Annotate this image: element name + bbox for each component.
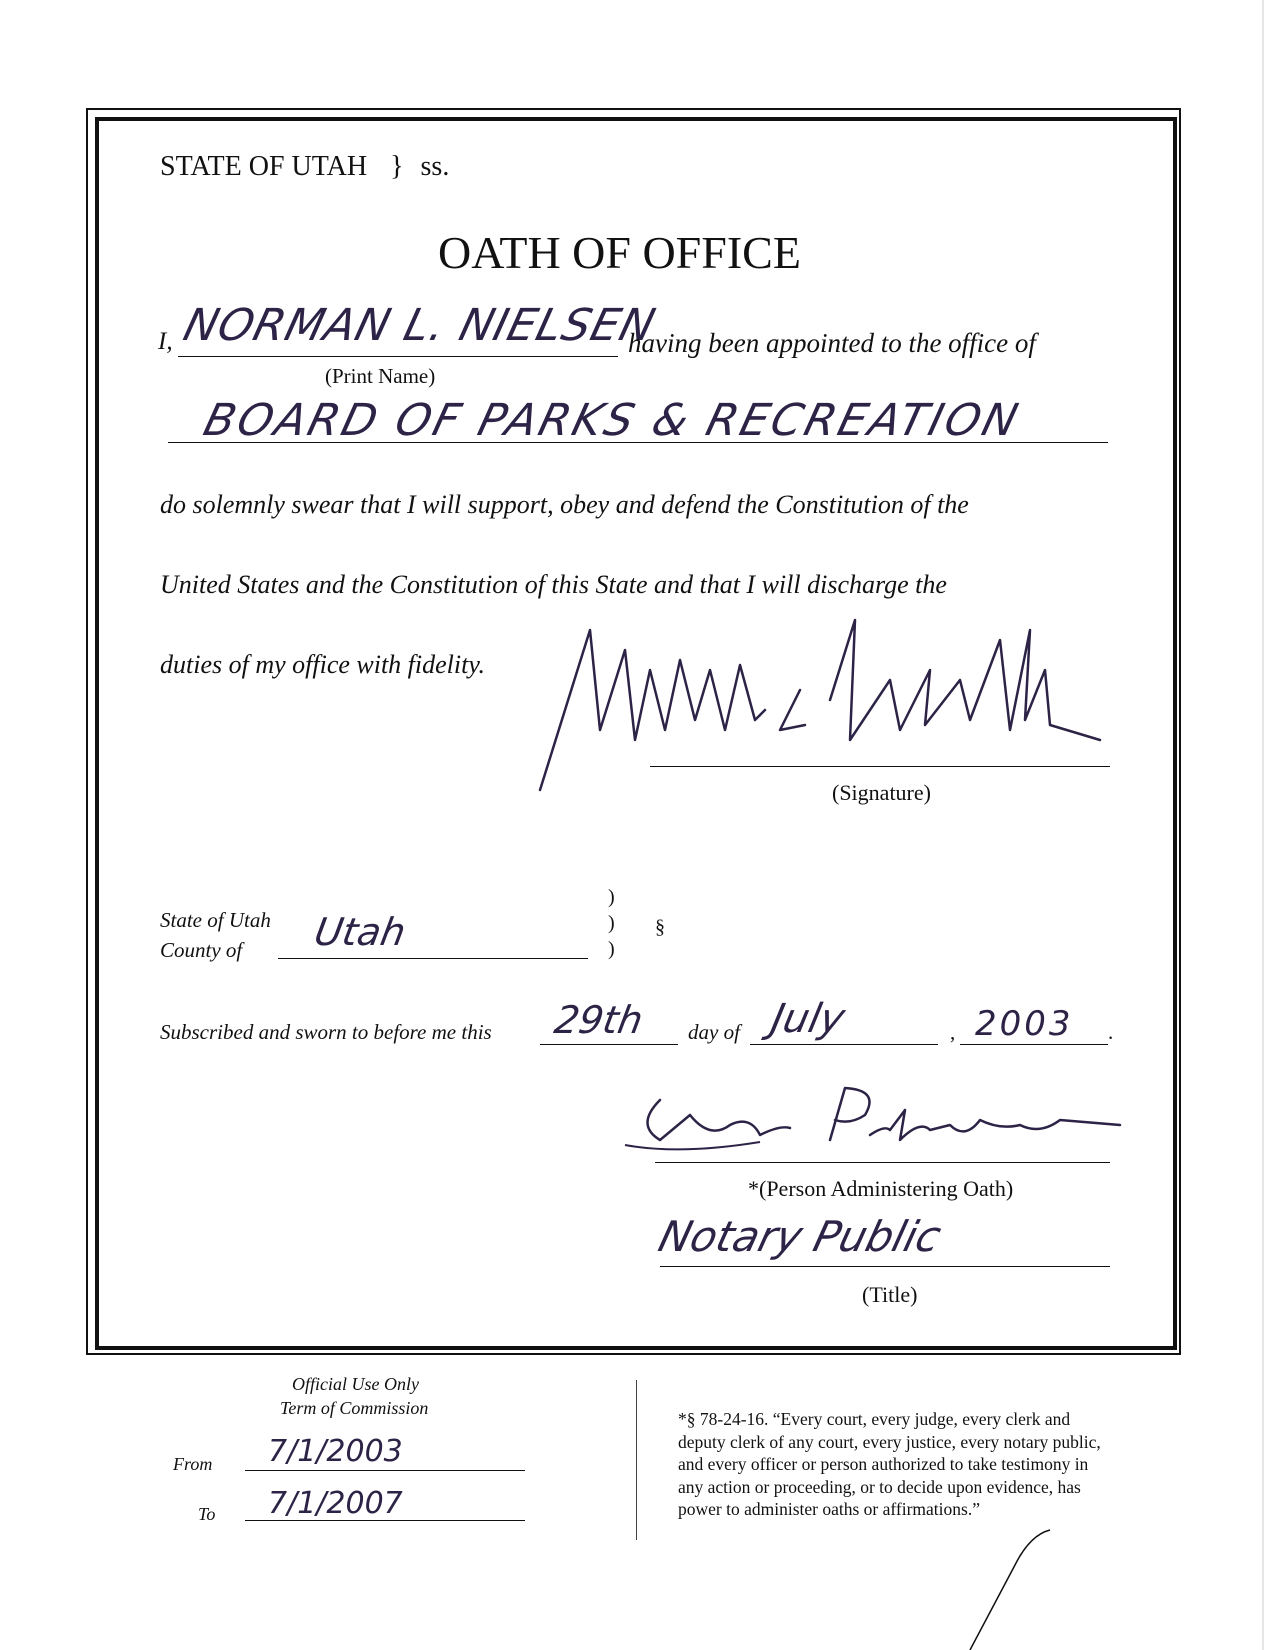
print-name-line [178, 356, 618, 357]
month-line [750, 1044, 938, 1045]
to-handwritten: 7/1/2007 [268, 1486, 403, 1521]
footnote-line-3: and every officer or person authorized to take testimony in [678, 1454, 1089, 1474]
oath-i: I, [158, 328, 173, 355]
administrator-label: *(Person Administering Oath) [748, 1176, 1014, 1201]
vertical-divider [636, 1380, 637, 1540]
section-symbol: § [655, 916, 665, 938]
from-label: From [173, 1454, 213, 1474]
footnote-line-4: any action or proceeding, or to decide upon evidence, has [678, 1476, 1081, 1497]
oath-line-2: United States and the Constitution of this State and that I will discharge the [160, 570, 947, 599]
paren-2: ) [608, 912, 615, 934]
title-line [660, 1266, 1110, 1267]
brace: } [390, 151, 404, 182]
paren-1: ) [608, 886, 615, 908]
state-of-utah-label: State of Utah [160, 908, 271, 932]
subscribed-comma: , [950, 1020, 956, 1044]
day-handwritten: 29th [551, 998, 647, 1042]
signature-scribble [530, 610, 1140, 800]
county-line [278, 958, 588, 959]
subscribed-period: . [1108, 1020, 1114, 1044]
title-handwritten: Notary Public [653, 1212, 946, 1261]
page-right-edge [1262, 0, 1264, 1650]
office-handwritten: BOARD OF PARKS & RECREATION [198, 395, 1026, 446]
footnote-line-1: *§ 78-24-16. “Every court, every judge, every clerk and [678, 1409, 1071, 1429]
county-handwritten: Utah [311, 910, 409, 954]
year-handwritten: 2003 [975, 1004, 1074, 1044]
day-of-label: day of [688, 1020, 740, 1044]
from-line [245, 1470, 525, 1471]
subscribed-prefix: Subscribed and sworn to before me this [160, 1020, 492, 1044]
county-of-label: County of [160, 938, 243, 962]
title-label: (Title) [862, 1282, 918, 1307]
official-heading-1: Official Use Only [292, 1374, 419, 1394]
month-handwritten: July [767, 996, 849, 1042]
footnote-line-5: power to administer oaths or affirmations.” [678, 1499, 980, 1519]
state-name: STATE OF UTAH [160, 151, 368, 182]
administrator-line [655, 1162, 1110, 1163]
printed-name-handwritten: NORMAN L. NIELSEN [178, 300, 661, 351]
signature-label: (Signature) [832, 780, 931, 805]
stray-pen-mark [960, 1525, 1060, 1650]
print-name-label: (Print Name) [325, 364, 436, 388]
appointed-text: having been appointed to the office of [628, 328, 1036, 358]
page-title: OATH OF OFFICE [438, 227, 801, 278]
year-line [960, 1044, 1108, 1045]
oath-line-3: duties of my office with fidelity. [160, 650, 485, 679]
signature-line [650, 766, 1110, 767]
official-heading-2: Term of Commission [280, 1398, 429, 1418]
to-label: To [198, 1504, 216, 1524]
ss-text: ss. [420, 151, 450, 182]
footnote-line-2: deputy clerk of any court, every justice, every notary public, [678, 1431, 1101, 1452]
from-handwritten: 7/1/2003 [268, 1434, 403, 1469]
oath-line-1: do solemnly swear that I will support, obey and defend the Constitution of the [160, 490, 969, 519]
paren-3: ) [608, 938, 615, 960]
day-line [540, 1044, 678, 1045]
statute-footnote [678, 1408, 1101, 1521]
state-header [160, 151, 449, 183]
administrator-signature [620, 1080, 1140, 1165]
